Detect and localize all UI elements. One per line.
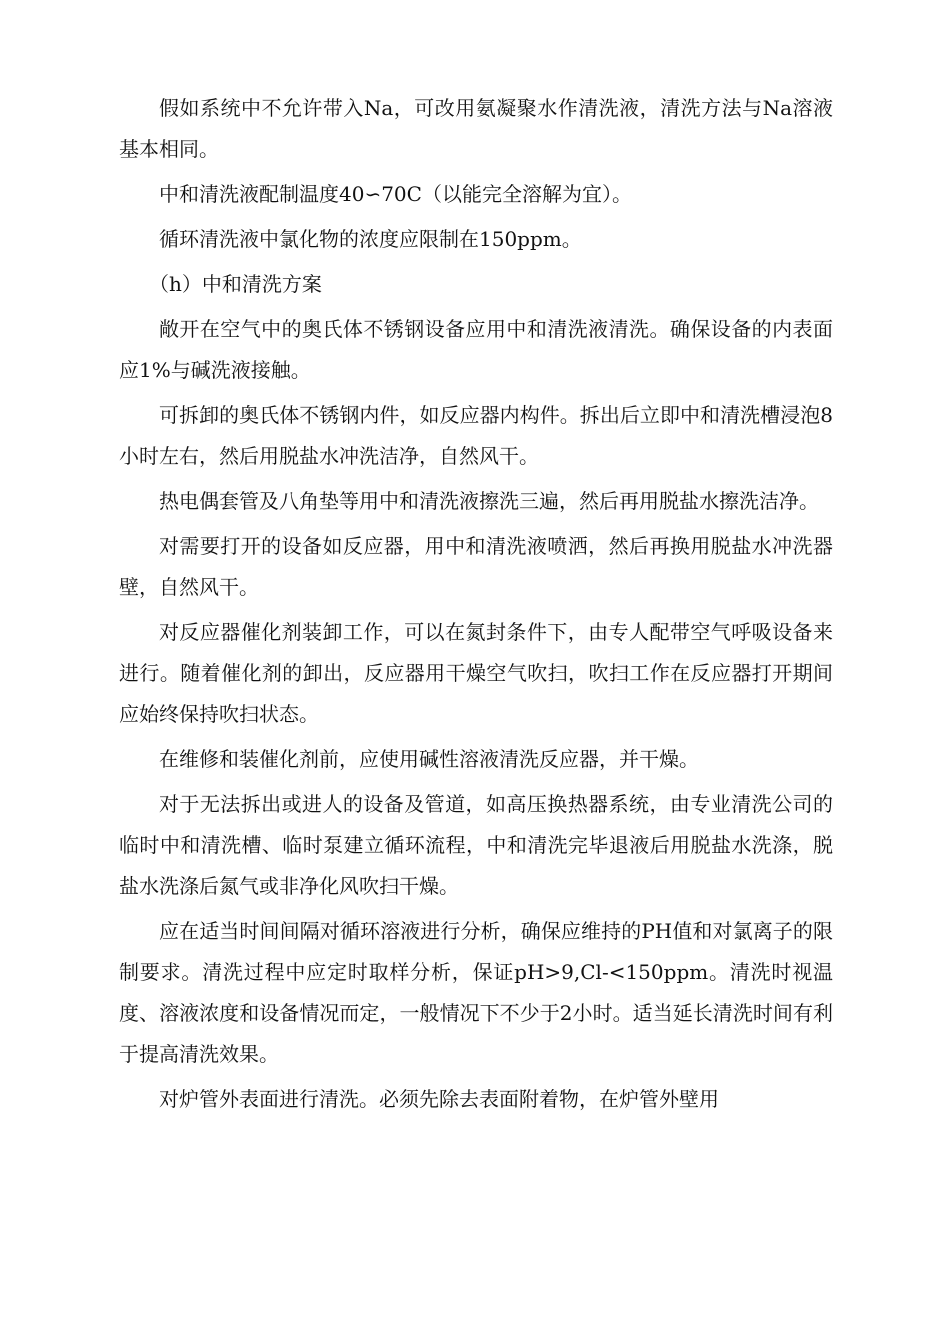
section-heading-neutralization-plan: （h）中和清洗方案 [149, 272, 322, 296]
paragraph-exposed-equipment: 敞开在空气中的奥氏体不锈钢设备应用中和清洗液清洗。确保设备的内表面应1%与碱洗液接触。 [119, 317, 833, 382]
document-body [119, 88, 833, 1124]
paragraph-temperature: 中和清洗液配制温度40∽70C（以能完全溶解为宜）。 [159, 182, 632, 206]
paragraph-furnace-tubes: 对炉管外表面进行清洗。必须先除去表面附着物，在炉管外壁用 [159, 1087, 719, 1111]
paragraph-removable-internals: 可拆卸的奥氏体不锈钢内件，如反应器内构件。拆出后立即中和清洗槽浸泡8小时左右，然后用脱盐水冲洗洁净，自然风干。 [119, 403, 833, 468]
paragraph-solution-analysis: 应在适当时间间隔对循环溶液进行分析，确保应维持的PH值和对氯离子的限制要求。清洗过程中应定时取样分析，保证pH>9,Cl-<150ppm。清洗时视温度、溶液浓度和设备情况而定，一般情况下不少于2小时。适当延长清洗时间有利于提高清洗效果。 [119, 919, 833, 1066]
paragraph-catalyst-unloading: 对反应器催化剂装卸工作，可以在氮封条件下，由专人配带空气呼吸设备来进行。随着催化剂的卸出，反应器用干燥空气吹扫，吹扫工作在反应器打开期间应始终保持吹扫状态。 [119, 620, 833, 726]
paragraph-chloride-limit: 循环清洗液中氯化物的浓度应限制在150ppm。 [159, 227, 582, 251]
paragraph-thermocouple-sleeves: 热电偶套管及八角垫等用中和清洗液擦洗三遍，然后再用脱盐水擦洗洁净。 [159, 489, 819, 513]
paragraph-ammonia-alternative: 假如系统中不允许带入Na，可改用氨凝聚水作清洗液，清洗方法与Na溶液基本相同。 [119, 96, 833, 161]
paragraph-before-maintenance: 在维修和装催化剂前，应使用碱性溶液清洗反应器，并干燥。 [159, 747, 699, 771]
paragraph-opened-equipment: 对需要打开的设备如反应器，用中和清洗液喷洒，然后再换用脱盐水冲洗器壁，自然风干。 [119, 534, 833, 599]
paragraph-fixed-equipment: 对于无法拆出或进人的设备及管道，如高压换热器系统，由专业清洗公司的临时中和清洗槽、临时泵建立循环流程，中和清洗完毕退液后用脱盐水洗涤，脱盐水洗涤后氮气或非净化风吹扫干燥。 [119, 792, 833, 898]
